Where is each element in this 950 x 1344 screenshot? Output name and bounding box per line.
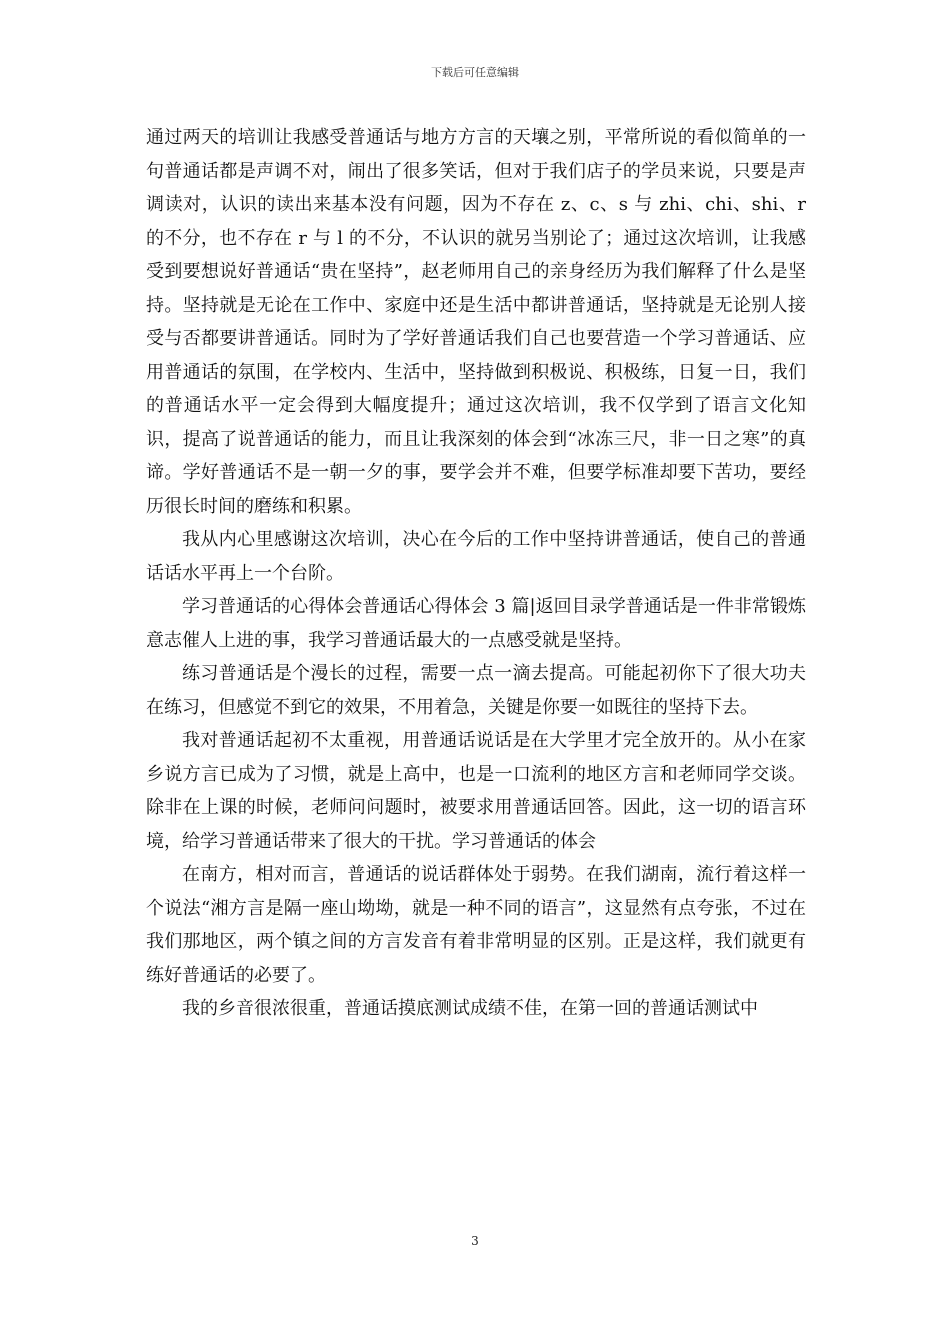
page-header-note: 下载后可任意编辑	[431, 66, 519, 79]
paragraph-1: 通过两天的培训让我感受普通话与地方方言的天壤之别，平常所说的看似简单的一句普通话都是声调不对，闹出了很多笑话，但对于我们店子的学员来说，只要是声调读对，认识的读出来基本没有问题，因为不存在 z、c、s 与 zhi、chi、shi、r 的不分，也不存在 r 与 l 的不分，不认识的就另当别论了；通过这次培训，让我感受到要想说好普通话“贵在坚持”，赵老师用自己的亲身经历为我们解释了什么是坚持。坚持就是无论在工作中、家庭中还是生活中都讲普通话，坚持就是无论别人接受与否都要讲普通话。同时为了学好普通话我们自己也要营造一个学习普通话、应用普通话的氛围，在学校内、生活中，坚持做到积极说、积极练，日复一日，我们的普通话水平一定会得到大幅度提升；通过这次培训，我不仅学到了语言文化知识，提高了说普通话的能力，而且让我深刻的体会到“冰冻三尺，非一日之寒”的真谛。学好普通话不是一朝一夕的事，要学会并不难，但要学标准却要下苦功，要经历很长时间的磨练和积累。	[146, 127, 806, 517]
paragraph-2: 我从内心里感谢这次培训，决心在今后的工作中坚持讲普通话，使自己的普通话话水平再上一个台阶。	[146, 529, 806, 584]
page-number: 3	[471, 1234, 479, 1248]
paragraph-5: 我对普通话起初不太重视，用普通话说话是在大学里才完全放开的。从小在家乡说方言已成为了习惯，就是上高中，也是一口流利的地区方言和老师同学交谈。除非在上课的时候，老师问问题时，被要求用普通话回答。因此，这一切的语言环境，给学习普通话带来了很大的干扰。学习普通话的体会	[146, 730, 806, 852]
paragraph-7: 我的乡音很浓很重，普通话摸底测试成绩不佳，在第一回的普通话测试中	[182, 998, 758, 1019]
paragraph-6: 在南方，相对而言，普通话的说话群体处于弱势。在我们湖南，流行着这样一个说法“湘方言是隔一座山坳坳，就是一种不同的语言”，这显然有点夸张，不过在我们那地区，两个镇之间的方言发音有着非常明显的区别。正是这样，我们就更有练好普通话的必要了。	[146, 864, 806, 986]
paragraph-3: 学习普通话的心得体会普通话心得体会 3 篇|返回目录学普通话是一件非常锻炼意志催人上进的事，我学习普通话最大的一点感受就是坚持。	[146, 596, 806, 651]
document-body	[146, 121, 806, 1026]
paragraph-4: 练习普通话是个漫长的过程，需要一点一滴去提高。可能起初你下了很大功夫在练习，但感觉不到它的效果，不用着急，关键是你要一如既往的坚持下去。	[146, 663, 806, 718]
